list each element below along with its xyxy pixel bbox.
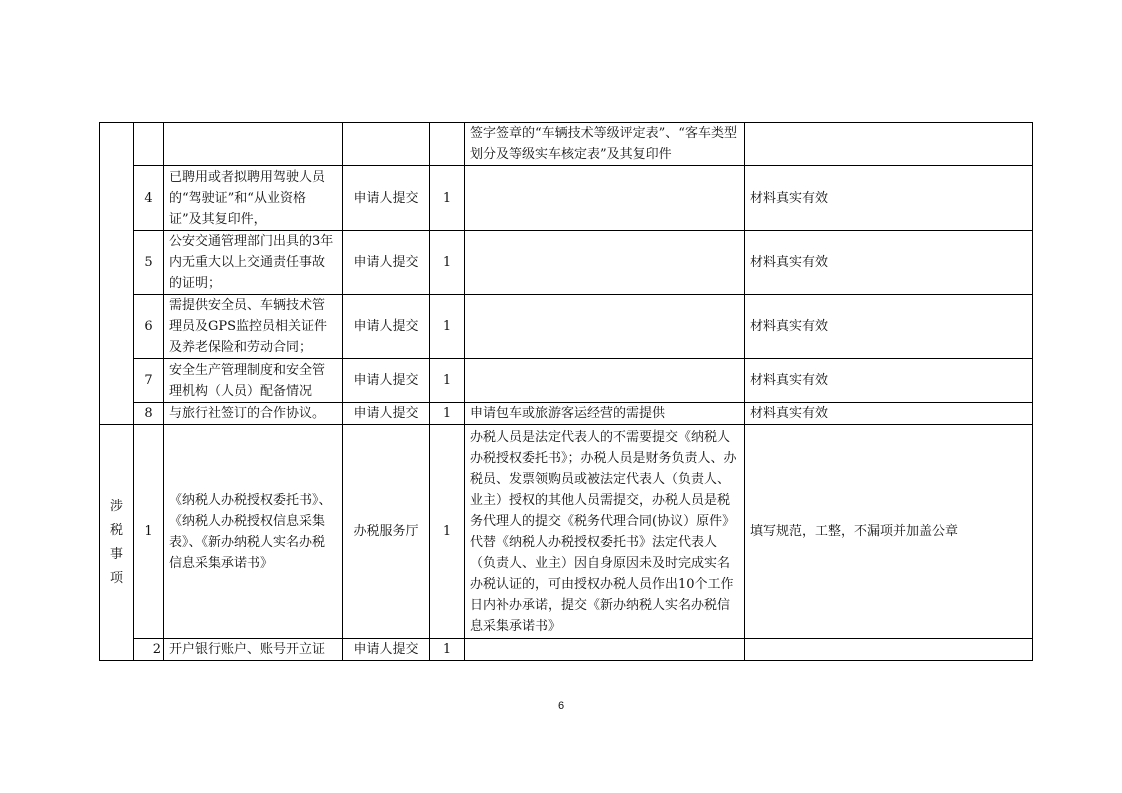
material-quantity: [430, 123, 465, 166]
row-number: 5: [134, 231, 164, 295]
material-note: 办税人员是法定代表人的不需要提交《纳税人办税授权委托书》；办税人员是财务负责人、办税员、发票领购员或被法定代表人（负责人、业主）授权的其他人员需提交，办税人员是税务代理人的提交《税务代理合同(协议）原件》代替《纳税人办税授权委托书》法定代表人（负责人、业主）因自身原因未及时完成实名办税认证的，可由授权办税人员作出10个工作日内补办承诺，提交《新办纳税人实名办税信息采集承诺书》: [465, 425, 745, 639]
table-row: [100, 403, 1033, 425]
row-number: 7: [134, 359, 164, 403]
material-note: [465, 295, 745, 359]
material-name: 需提供安全员、车辆技术管理员及GPS监控员相关证件及养老保险和劳动合同；: [164, 295, 343, 359]
material-name: 公安交通管理部门出具的3年内无重大以上交通责任事故的证明；: [164, 231, 343, 295]
material-quantity: 1: [430, 639, 465, 661]
material-note: 申请包车或旅游客运经营的需提供: [465, 403, 745, 425]
material-name: 《纳税人办税授权委托书》、《纳税人办税授权信息采集表》、《新办纳税人实名办税信息采集承诺书》: [164, 425, 343, 639]
material-note: [465, 231, 745, 295]
row-number: [134, 123, 164, 166]
row-number: 2: [134, 639, 164, 661]
table-row: [100, 231, 1033, 295]
material-source: [343, 123, 430, 166]
material-source: 申请人提交: [343, 231, 430, 295]
material-note: [465, 166, 745, 231]
material-name: 与旅行社签订的合作协议。: [164, 403, 343, 425]
material-note: [465, 639, 745, 661]
material-source: 申请人提交: [343, 166, 430, 231]
table-row: [100, 639, 1033, 661]
row-number: 8: [134, 403, 164, 425]
material-requirement: [745, 639, 1033, 661]
material-requirement: 材料真实有效: [745, 231, 1033, 295]
material-name: 安全生产管理制度和安全管理机构（人员）配备情况: [164, 359, 343, 403]
row-number: 1: [134, 425, 164, 639]
material-name: 已聘用或者拟聘用驾驶人员的“驾驶证”和“从业资格证”及其复印件，: [164, 166, 343, 231]
material-name: [164, 123, 343, 166]
material-source: 申请人提交: [343, 403, 430, 425]
tax-category-label: 涉税事项: [109, 498, 123, 586]
row-number: 6: [134, 295, 164, 359]
material-requirement: 填写规范，工整，不漏项并加盖公章: [745, 425, 1033, 639]
material-requirement: [745, 123, 1033, 166]
material-name: 开户银行账户、账号开立证: [164, 639, 343, 661]
material-quantity: 1: [430, 425, 465, 639]
table-row: [100, 295, 1033, 359]
materials-table: [99, 122, 1033, 661]
material-quantity: 1: [430, 295, 465, 359]
material-source: 申请人提交: [343, 359, 430, 403]
table-row: [100, 359, 1033, 403]
tax-category-cell: [100, 425, 134, 661]
material-quantity: 1: [430, 403, 465, 425]
row-number: 4: [134, 166, 164, 231]
table-row: [100, 123, 1033, 166]
category-cell: [100, 123, 134, 425]
material-source: 申请人提交: [343, 639, 430, 661]
material-note: [465, 359, 745, 403]
material-requirement: 材料真实有效: [745, 295, 1033, 359]
material-quantity: 1: [430, 359, 465, 403]
material-requirement: 材料真实有效: [745, 403, 1033, 425]
material-source: 申请人提交: [343, 295, 430, 359]
material-source: 办税服务厅: [343, 425, 430, 639]
material-quantity: 1: [430, 231, 465, 295]
material-requirement: 材料真实有效: [745, 166, 1033, 231]
material-quantity: 1: [430, 166, 465, 231]
table-row: [100, 425, 1033, 639]
material-requirement: 材料真实有效: [745, 359, 1033, 403]
material-note: 签字签章的“车辆技术等级评定表”、“客车类型划分及等级实车核定表”及其复印件: [465, 123, 745, 166]
table-row: [100, 166, 1033, 231]
page-number: 6: [557, 700, 565, 712]
